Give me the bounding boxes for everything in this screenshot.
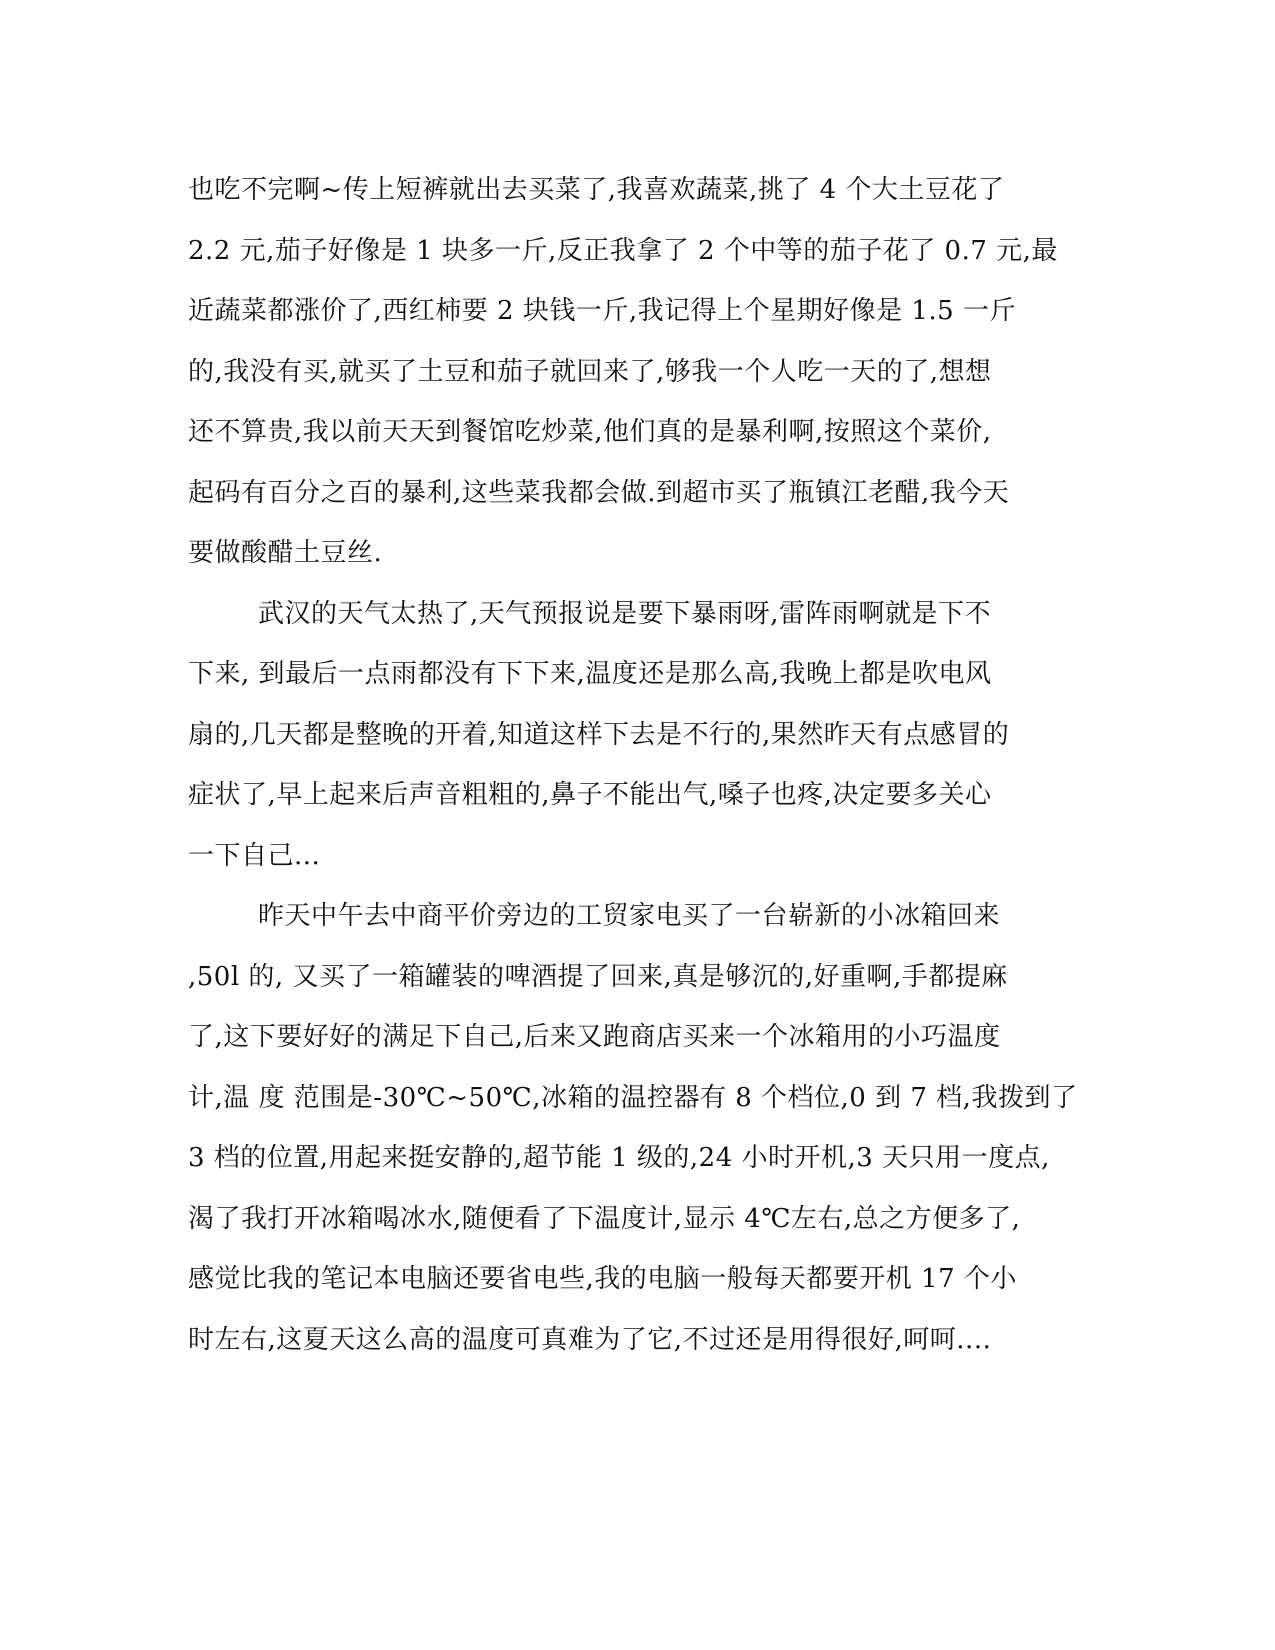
text-line: 症状了,早上起来后声音粗粗的,鼻子不能出气,嗓子也疼,决定要多关心: [188, 780, 992, 810]
document-body: [188, 160, 1088, 1370]
text-line: 起码有百分之百的暴利,这些菜我都会做.到超市买了瓶镇江老醋,我今天: [188, 477, 1010, 508]
text-line: 要做酸醋土豆丝.: [188, 538, 383, 568]
text-line: 感觉比我的笔记本电脑还要省电些,我的电脑一般每天都要开机 17 个小: [188, 1264, 1017, 1294]
text-line: 扇的,几天都是整晚的开着,知道这样下去是不行的,果然昨天有点感冒的: [188, 719, 1010, 750]
text-line: 昨天中午去中商平价旁边的工贸家电买了一台崭新的小冰箱回来: [258, 901, 1001, 931]
text-line: 还不算贵,我以前天天到餐馆吃炒菜,他们真的是暴利啊,按照这个菜价,: [188, 417, 992, 447]
text-line: 武汉的天气太热了,天气预报说是要下暴雨呀,雷阵雨啊就是下不: [258, 598, 992, 629]
text-line: 一下自己...: [188, 840, 321, 871]
text-line: ,50l 的, 又买了一箱罐装的啤酒提了回来,真是够沉的,好重啊,手都提麻: [188, 961, 1008, 992]
text-line: 近蔬菜都涨价了,西红柿要 2 块钱一斤,我记得上个星期好像是 1.5 一斤: [188, 296, 1016, 326]
text-line: 也吃不完啊~传上短裤就出去买菜了,我喜欢蔬菜,挑了 4 个大土豆花了: [188, 175, 1005, 205]
text-line: 渴了我打开冰箱喝冰水,随便看了下温度计,显示 4℃左右,总之方便多了,: [188, 1203, 1021, 1234]
text-line: 计,温 度 范围是-30℃~50℃,冰箱的温控器有 8 个档位,0 到 7 档,我拨到了: [188, 1082, 1078, 1113]
text-line: 了,这下要好好的满足下自己,后来又跑商店买来一个冰箱用的小巧温度: [188, 1022, 1001, 1052]
text-line: 2.2 元,茄子好像是 1 块多一斤,反正我拿了 2 个中等的茄子花了 0.7 元,最: [188, 235, 1058, 266]
text-line: 3 档的位置,用起来挺安静的,超节能 1 级的,24 小时开机,3 天只用一度点,: [188, 1143, 1050, 1173]
text-line: 下来, 到最后一点雨都没有下下来,温度还是那么高,我晚上都是吹电风: [188, 659, 992, 689]
text-line: 的,我没有买,就买了土豆和茄子就回来了,够我一个人吃一天的了,想想: [188, 356, 992, 387]
text-line: 时左右,这夏天这么高的温度可真难为了它,不过还是用得很好,呵呵....: [188, 1324, 992, 1355]
